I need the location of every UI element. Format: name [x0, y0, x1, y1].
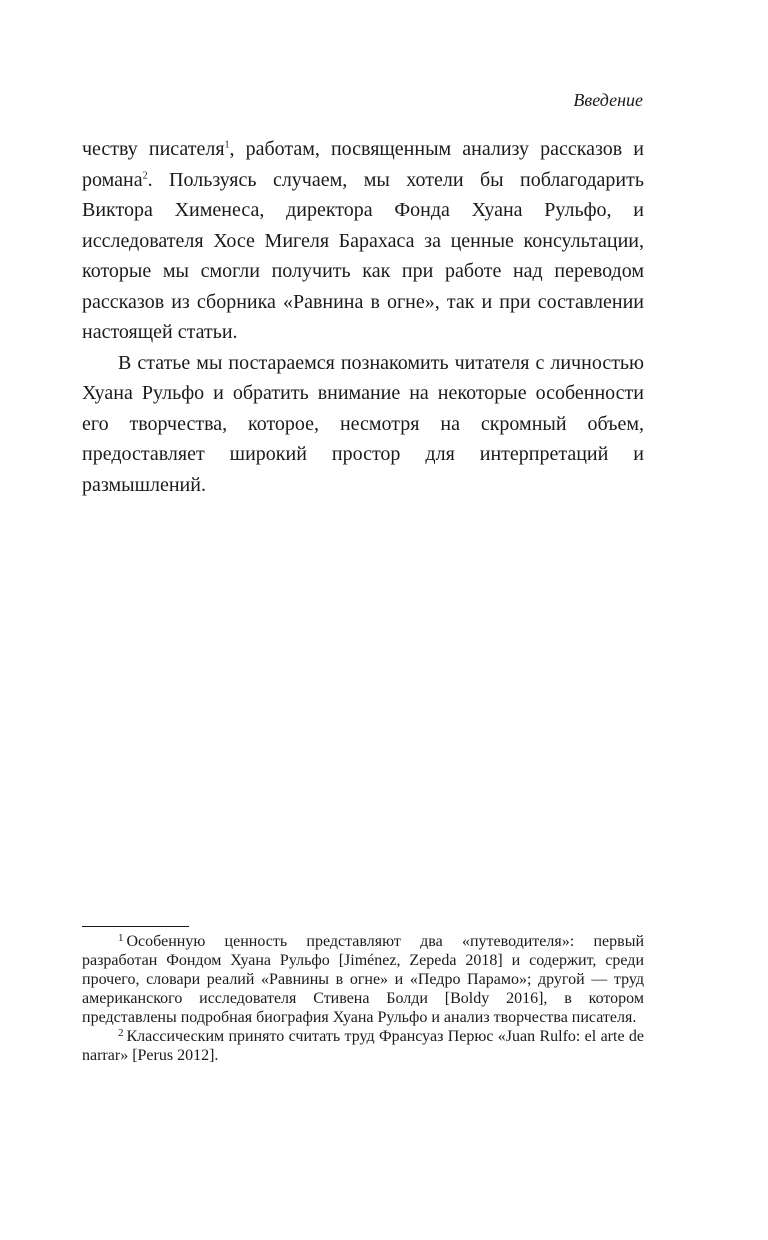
paragraph-1-text-c: . Пользуясь случаем, мы хотели бы поблагодарить Виктора Хименеса, директора Фонда Хуана Рульфо, и исследователя Хосе Мигеля Барахаса за ценные консультации, которые мы смогли получить как при работе над переводом рассказов из сборника «Равнина в огне», так и при составлении настоящей статьи.	[82, 168, 644, 343]
footnote-ref-2[interactable]: 2	[142, 169, 148, 181]
paragraph-1-text-a: честву писателя	[82, 138, 225, 160]
footnote-2	[82, 1027, 644, 1065]
footnote-2-text: Классическим принято считать труд Франсуаз Перюс «Juan Rulfo: el arte de narrar» [Perus 2012].	[82, 1028, 644, 1064]
paragraph-1-text-b: , работам, посвященным анализу рассказов и романа	[82, 138, 644, 191]
paragraph-1	[82, 134, 644, 348]
footnotes	[82, 932, 644, 1065]
paragraph-2: В статье мы постараемся познакомить читателя с личностью Хуана Рульфо и обратить внимание на некоторые особенности его творчества, которое, несмотря на скромный объем, предоставляет широкий простор для интерпретаций и размышлений.	[82, 351, 644, 496]
running-head: Введение	[573, 90, 643, 110]
footnote-2-mark: 2	[118, 1027, 124, 1039]
footnote-ref-1[interactable]: 1	[224, 139, 230, 151]
footnote-1-text: Особенную ценность представляют два «путеводителя»: первый разработан Фондом Хуана Рульфо [Jiménez, Zepeda 2018] и содержит, среди прочего, словари реалий «Равнины в огне» и «Педро Парамо»; другой — труд американского исследователя Стивена Болди [Boldy 2016], в котором представлены подробная биография Хуана Рульфо и анализ творчества писателя.	[82, 933, 644, 1026]
main-text	[82, 134, 644, 500]
footnote-1	[82, 932, 644, 1027]
footnote-1-mark: 1	[118, 932, 124, 944]
footnote-separator	[82, 926, 189, 927]
